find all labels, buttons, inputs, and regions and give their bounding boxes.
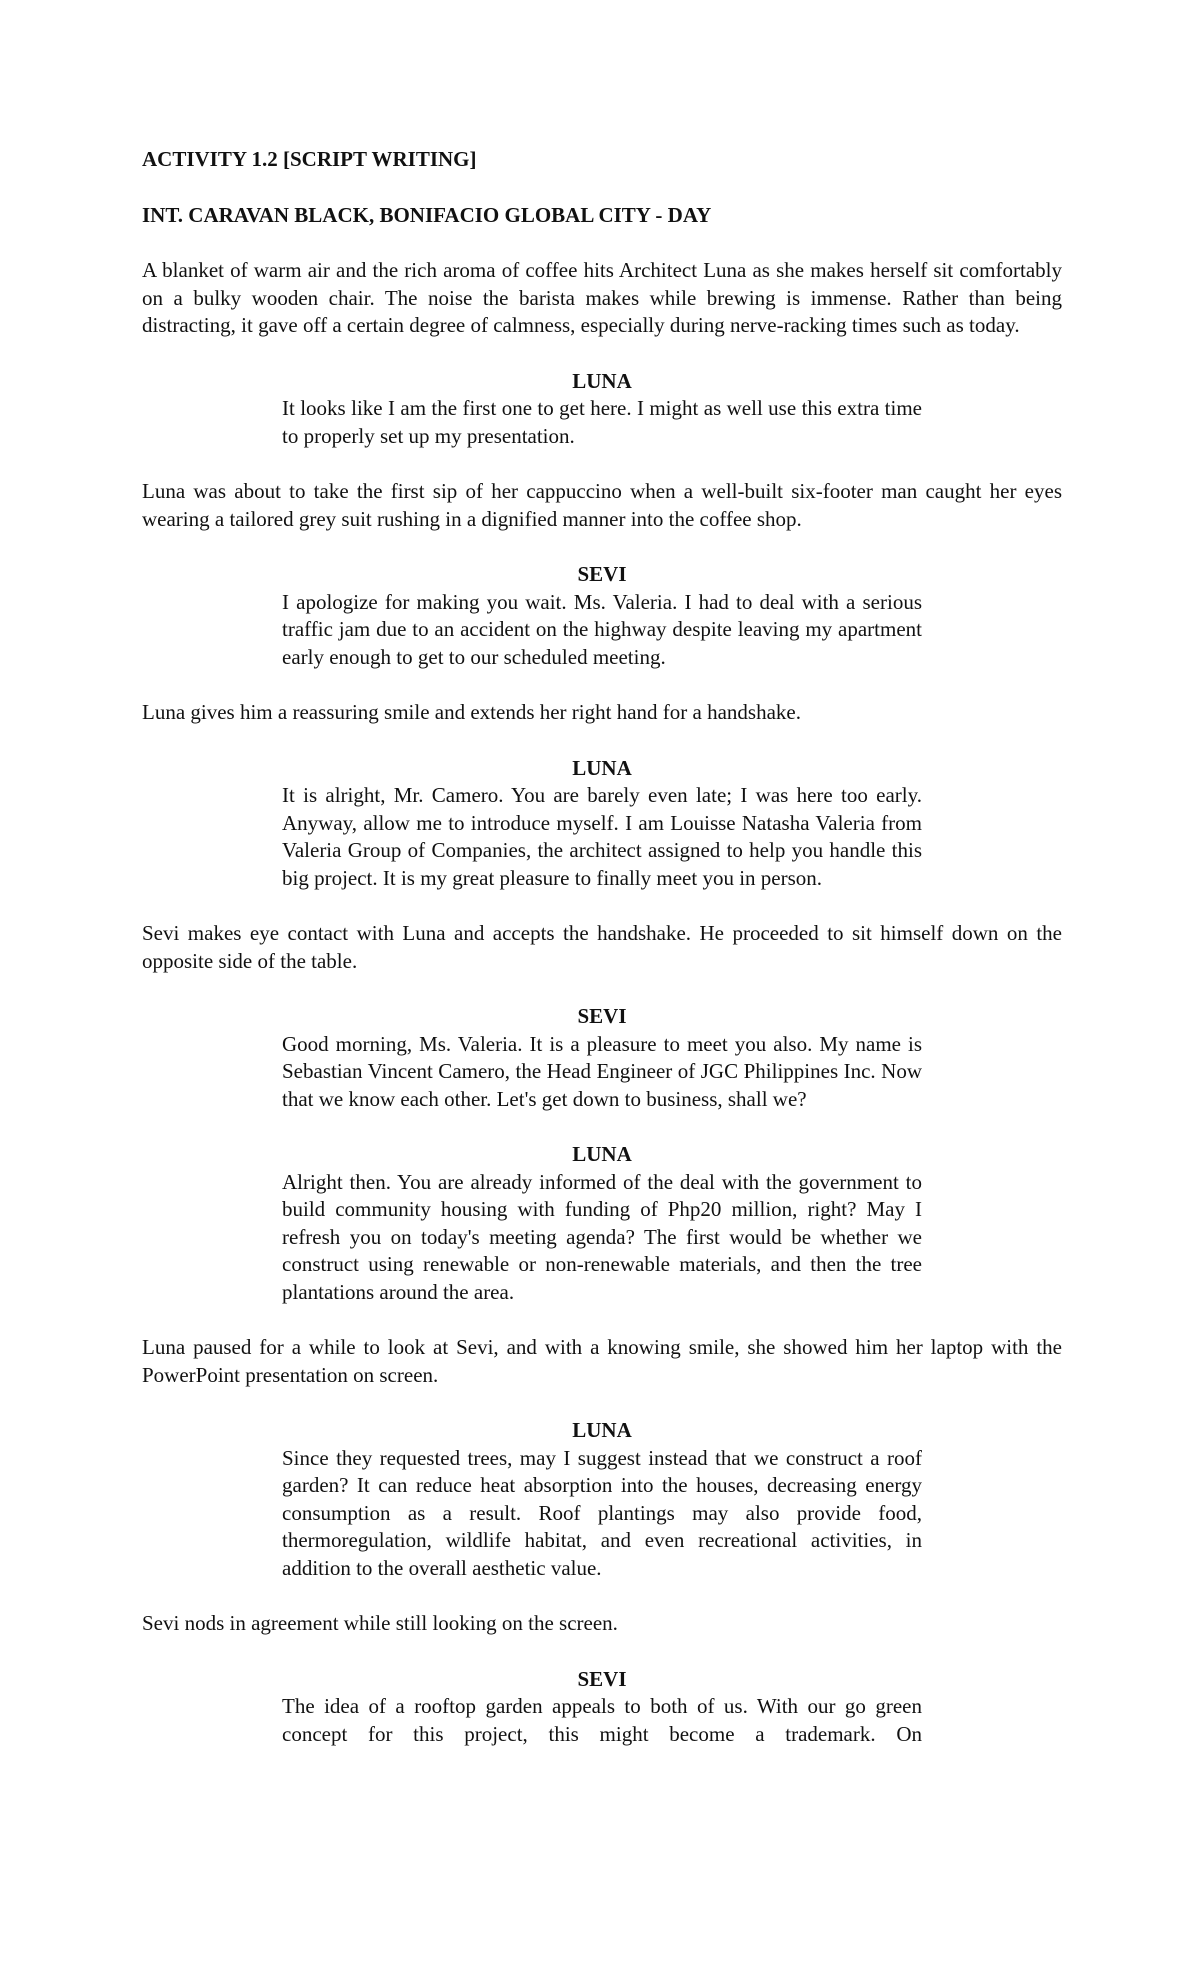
character-name: SEVI — [577, 562, 627, 586]
dialogue-text: The idea of a rooftop garden appeals to both of us. With our go green concept for this project, this might become a trademark. On — [282, 1694, 922, 1746]
dialogue-block — [142, 1417, 1062, 1582]
action-paragraph: Luna gives him a reassuring smile and extends her right hand for a handshake. — [142, 700, 801, 724]
dialogue-block — [142, 368, 1062, 451]
action-paragraph: A blanket of warm air and the rich aroma of coffee hits Architect Luna as she makes herself sit comfortably on a bulky wooden chair. The noise the barista makes while brewing is immense. Rather than being distracting, it gave off a certain degree of calmness, especially during nerve-racking times such as today. — [142, 258, 1062, 337]
character-name: SEVI — [577, 1004, 627, 1028]
dialogue-block — [142, 561, 1062, 671]
action-paragraph: Sevi nods in agreement while still looking on the screen. — [142, 1611, 618, 1635]
dialogue-text: Since they requested trees, may I suggest instead that we construct a roof garden? It can reduce heat absorption into the houses, decreasing energy consumption as a result. Roof plantings may also provide food, thermoregulation, wildlife habitat, and even recreational activities, in addition to the overall aesthetic value. — [282, 1445, 922, 1580]
action-paragraph: Luna was about to take the first sip of her cappuccino when a well-built six-footer man caught her eyes wearing a tailored grey suit rushing in a dignified manner into the coffee shop. — [142, 479, 1062, 531]
dialogue-block — [142, 1141, 1062, 1306]
dialogue-block — [142, 1666, 1062, 1749]
dialogue-text: It is alright, Mr. Camero. You are barely even late; I was here too early. Anyway, allow me to introduce myself. I am Louisse Natasha Valeria from Valeria Group of Companies, the architect assigned to help you handle this big project. It is my great pleasure to finally meet you in person. — [282, 783, 922, 890]
dialogue-text: Alright then. You are already informed of the deal with the government to build community housing with funding of Php20 million, right? May I refresh you on today's meeting agenda? The first would be whether we construct using renewable or non-renewable materials, and then the tree plantations around the area. — [282, 1169, 922, 1304]
dialogue-text: Good morning, Ms. Valeria. It is a pleasure to meet you also. My name is Sebastian Vincent Camero, the Head Engineer of JGC Philippines Inc. Now that we know each other. Let's get down to business, shall we? — [282, 1031, 922, 1111]
scene-heading: INT. CARAVAN BLACK, BONIFACIO GLOBAL CITY - DAY — [142, 202, 712, 227]
character-name: LUNA — [572, 755, 632, 780]
action-paragraph: Luna paused for a while to look at Sevi, and with a knowing smile, she showed him her laptop with the PowerPoint presentation on screen. — [142, 1335, 1062, 1387]
activity-title: ACTIVITY 1.2 [SCRIPT WRITING] — [142, 147, 477, 171]
character-name: SEVI — [577, 1666, 627, 1691]
dialogue-block — [142, 1003, 1062, 1113]
action-paragraph: Sevi makes eye contact with Luna and accepts the handshake. He proceeded to sit himself down on the opposite side of the table. — [142, 921, 1062, 973]
character-name: LUNA — [572, 1142, 632, 1166]
dialogue-text: I apologize for making you wait. Ms. Valeria. I had to deal with a serious traffic jam due to an accident on the highway despite leaving my apartment early enough to get to our scheduled meeting. — [282, 589, 922, 669]
dialogue-block — [142, 755, 1062, 893]
character-name: LUNA — [572, 1418, 632, 1442]
character-name: LUNA — [572, 368, 632, 393]
dialogue-text: It looks like I am the first one to get here. I might as well use this extra time to properly set up my presentation. — [282, 396, 922, 448]
